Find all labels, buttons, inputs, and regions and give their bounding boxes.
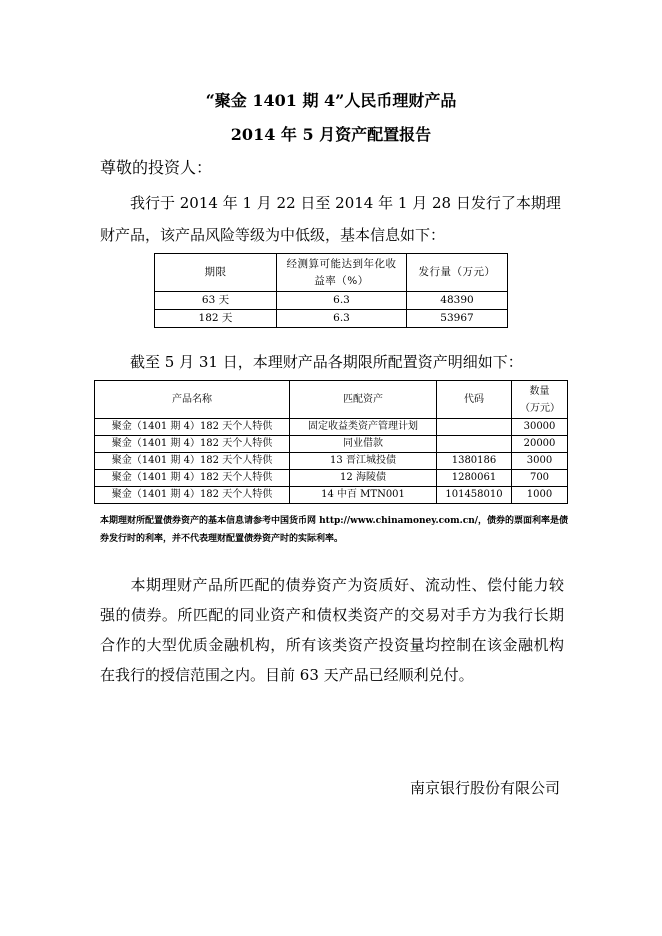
table-header-row [95,381,568,419]
cell-asset: 13 晋江城投债 [290,453,437,470]
cell-issue-amount: 53967 [407,310,508,328]
report-title-line1: “聚金 1401 期 4”人民币理财产品 [205,91,457,110]
table-row [155,292,508,310]
table-header-row [155,254,508,292]
column-header-product: 产品名称 [95,381,290,419]
cell-quantity: 3000 [512,453,568,470]
cell-code [437,419,512,436]
cell-code: 101458010 [437,487,512,504]
cell-product: 聚金（1401 期 4）182 天个人特供 [95,453,290,470]
cell-product: 聚金（1401 期 4）182 天个人特供 [95,487,290,504]
cell-product: 聚金（1401 期 4）182 天个人特供 [95,419,290,436]
cell-yield: 6.3 [277,292,407,310]
cell-asset: 12 海陵债 [290,470,437,487]
salutation: 尊敬的投资人： [100,158,213,177]
column-header-yield: 经测算可能达到年化收益率（%） [277,254,407,292]
asset-detail-table [94,380,568,504]
table-row [95,487,568,504]
cell-term: 63 天 [155,292,277,310]
cell-yield: 6.3 [277,310,407,328]
intro-line-2: 财产品，该产品风险等级为中低级，基本信息如下： [100,226,446,244]
table-row [155,310,508,328]
asset-intro: 截至 5 月 31 日，本理财产品各期限所配置资产明细如下： [130,353,523,371]
cell-issue-amount: 48390 [407,292,508,310]
report-title-line2: 2014 年 5 月资产配置报告 [230,125,432,144]
column-header-code: 代码 [437,381,512,419]
cell-term: 182 天 [155,310,277,328]
cell-product: 聚金（1401 期 4）182 天个人特供 [95,470,290,487]
table-row [95,470,568,487]
cell-quantity: 30000 [512,419,568,436]
signature: 南京银行股份有限公司 [409,779,560,797]
column-header-asset: 匹配资产 [290,381,437,419]
column-header-term: 期限 [155,254,277,292]
intro-line-1: 我行于 2014 年 1 月 22 日至 2014 年 1 月 28 日发行了本期理 [130,194,561,212]
basic-info-table [154,253,508,328]
table-row [95,419,568,436]
body-paragraph-text: 本期理财产品所匹配的债券资产为资质好、流动性、偿付能力较强的债券。所匹配的同业资产和债权类资产的交易对手方为我行长期合作的大型优质金融机构，所有该类资产投资量均控制在该金融机构在我行的授信范围之内。目前 63 天产品已经顺利兑付。 [100,576,564,684]
cell-code [437,436,512,453]
cell-product: 聚金（1401 期 4）182 天个人特供 [95,436,290,453]
cell-asset: 同业借款 [290,436,437,453]
column-header-issue-amount: 发行量（万元） [407,254,508,292]
cell-quantity: 700 [512,470,568,487]
cell-asset: 固定收益类资产管理计划 [290,419,437,436]
cell-code: 1380186 [437,453,512,470]
cell-quantity: 20000 [512,436,568,453]
cell-code: 1280061 [437,470,512,487]
cell-quantity: 1000 [512,487,568,504]
table-row [95,453,568,470]
table-row [95,436,568,453]
column-header-quantity: 数量（万元） [512,381,568,419]
cell-asset: 14 中百 MTN001 [290,487,437,504]
bond-info-note: 本期理财所配置债券资产的基本信息请参考中国货币网 http://www.chinamoney.com.cn/，债券的票面利率是债券发行时的利率，并不代表理财配置债券资产时的实际利率。 [100,516,569,544]
body-paragraph [100,570,564,690]
